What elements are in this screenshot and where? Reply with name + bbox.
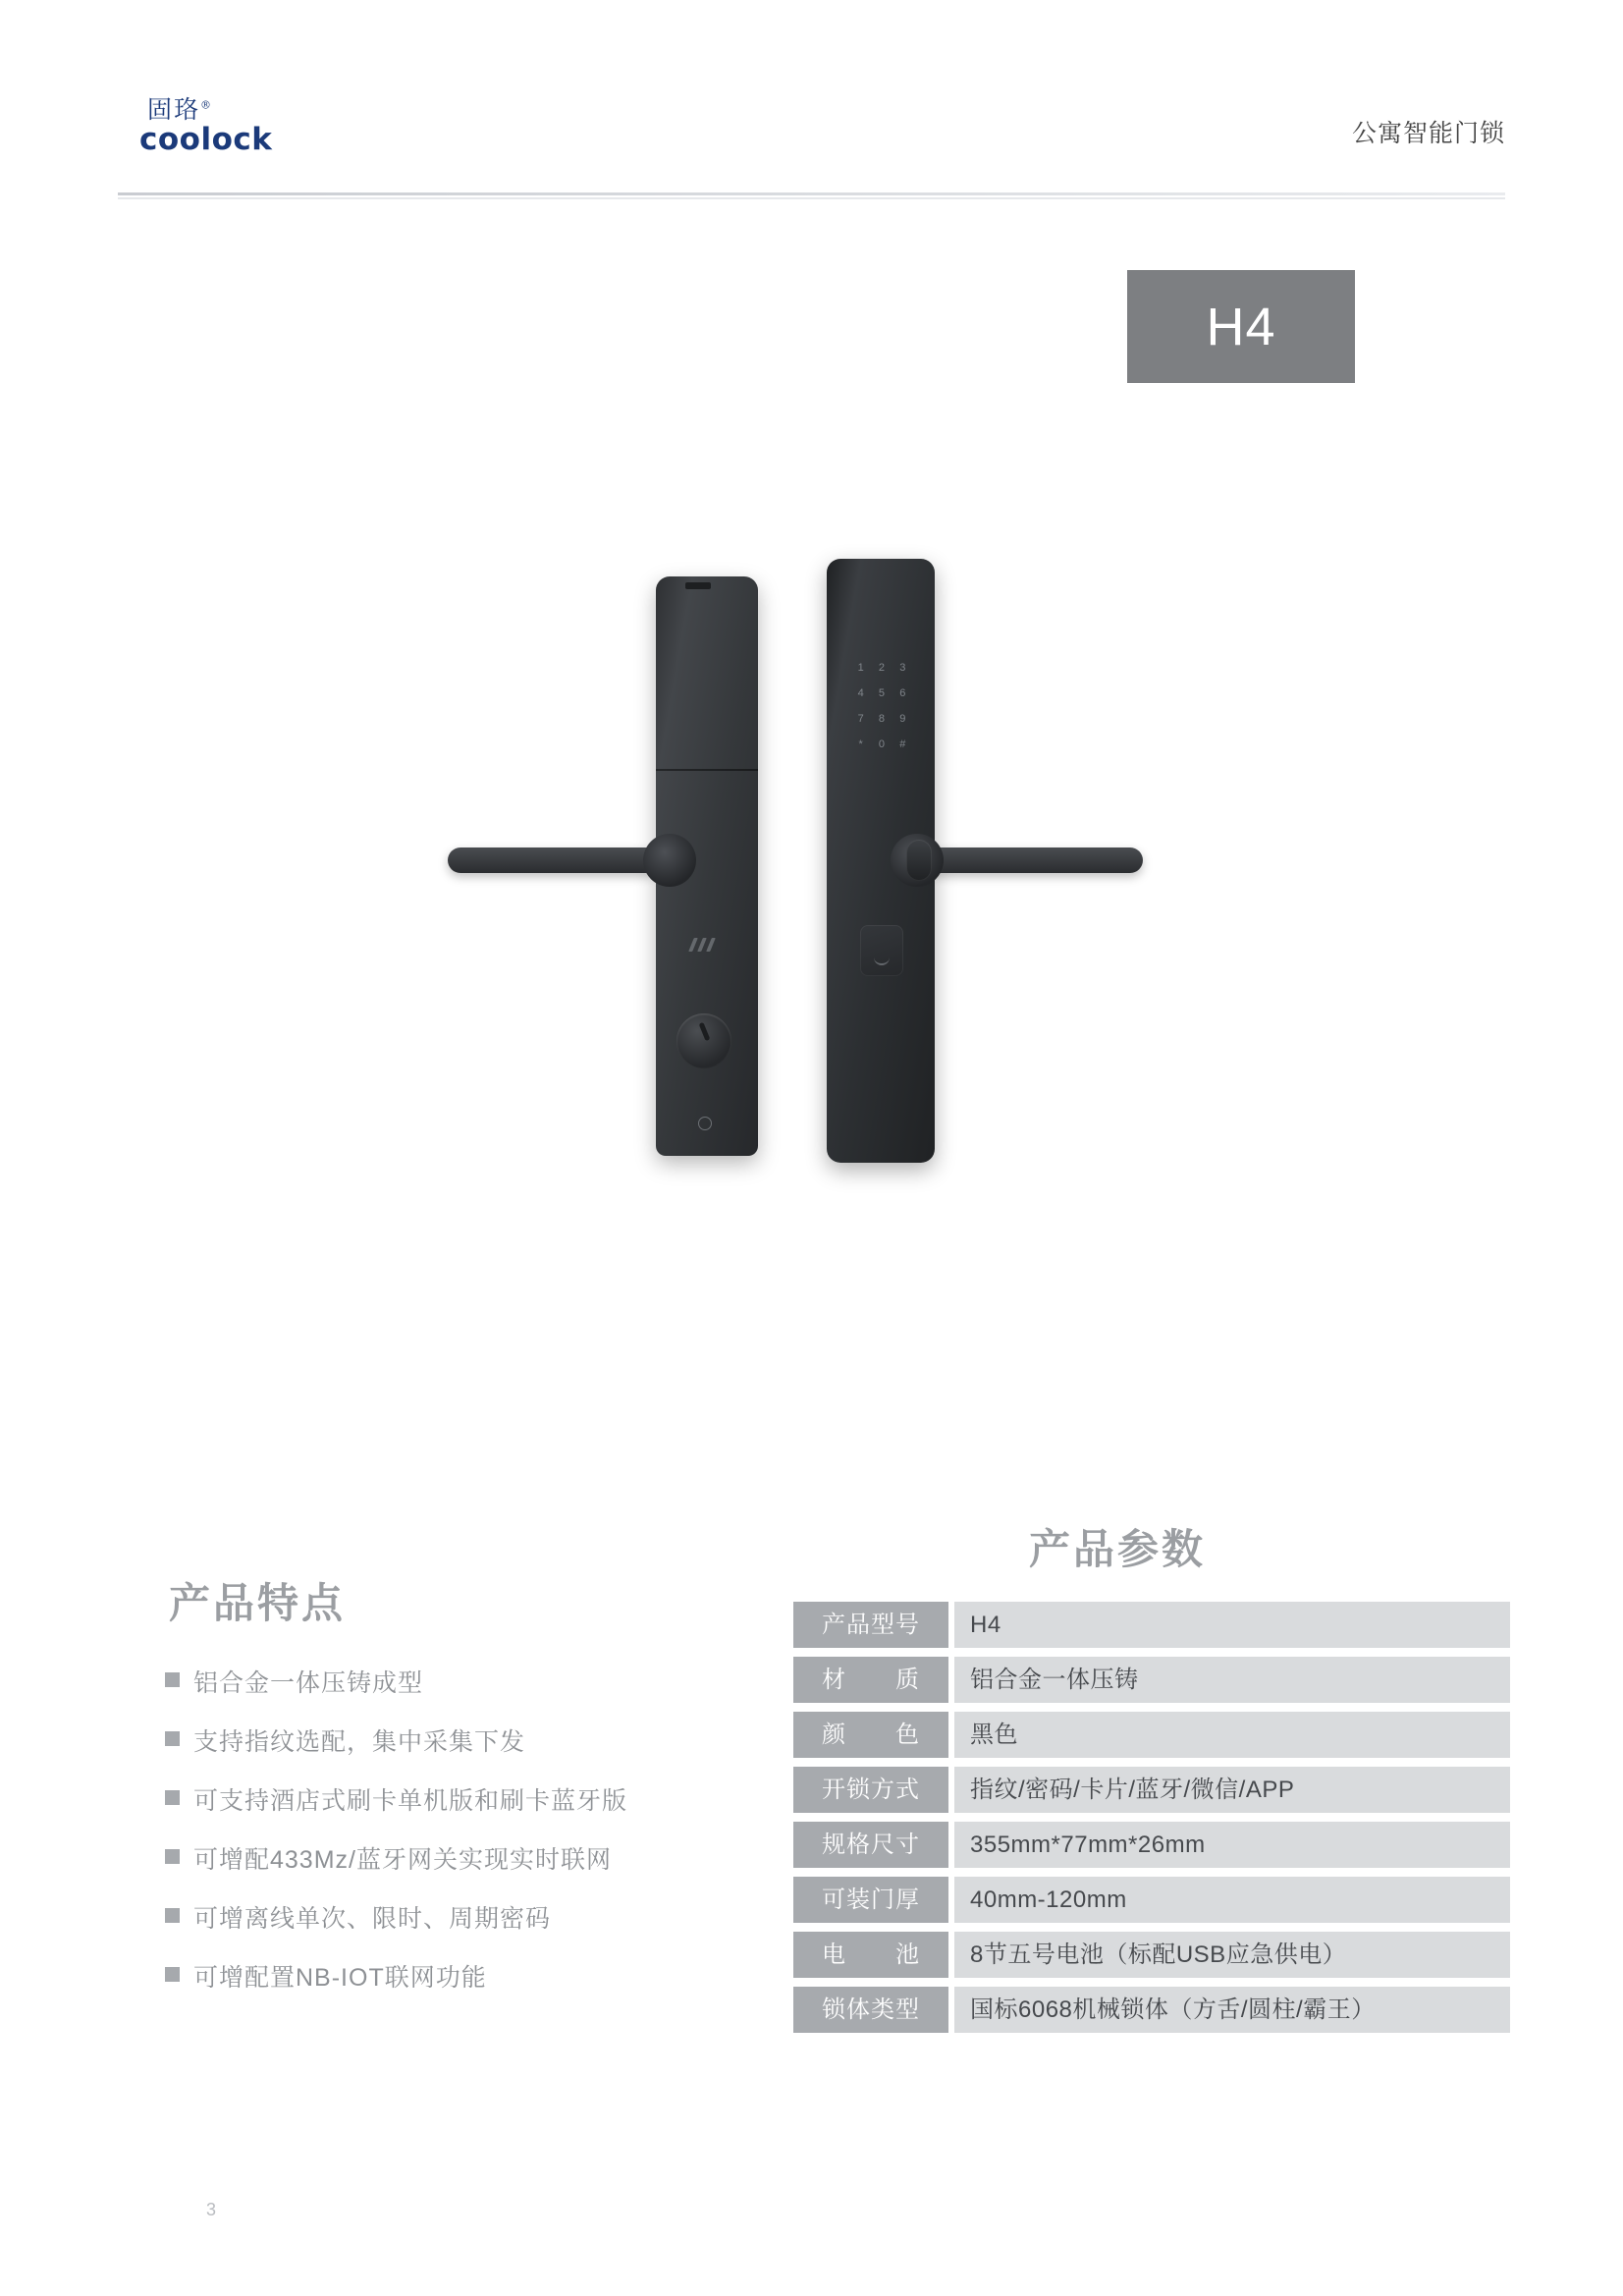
feature-item-label: 可增配433Mz/蓝牙网关实现实时联网 — [193, 1846, 612, 1874]
feature-item — [165, 1899, 774, 1935]
specs-section — [793, 1517, 1510, 2042]
card-reader-icon — [860, 925, 903, 976]
spec-row — [793, 1712, 1510, 1758]
page-number: 3 — [206, 2200, 217, 2219]
spec-key: 电 池 — [793, 1932, 948, 1978]
keypad-key: 4 — [857, 687, 864, 699]
spec-row — [793, 1822, 1510, 1868]
spec-value: 8节五号电池（标配USB应急供电） — [954, 1932, 1510, 1978]
keypad-key: 0 — [878, 738, 886, 750]
spec-row — [793, 1657, 1510, 1703]
feature-item-label: 可增离线单次、限时、周期密码 — [193, 1905, 552, 1933]
feature-item-label: 可增配置NB-IOT联网功能 — [193, 1964, 487, 1992]
features-title: 产品特点 — [169, 1580, 347, 1626]
fingerprint-sensor-icon — [906, 840, 932, 881]
keypad-key: 9 — [899, 713, 906, 725]
spec-value: H4 — [954, 1602, 1510, 1648]
keypad-key: 8 — [878, 713, 886, 725]
lock-handle-exterior — [925, 847, 1143, 873]
features-section — [165, 1571, 774, 2017]
logo-english-name: coolock — [139, 122, 273, 157]
keypad — [850, 655, 913, 757]
bullet-square-icon — [165, 1731, 180, 1746]
feature-item-label: 支持指纹选配，集中采集下发 — [193, 1728, 526, 1756]
spec-key: 材 质 — [793, 1657, 948, 1703]
lock-handle-interior — [448, 847, 666, 873]
brand-logo — [130, 90, 326, 157]
keypad-key: 2 — [878, 662, 886, 674]
feature-item — [165, 1664, 774, 1699]
spec-value: 355mm*77mm*26mm — [954, 1822, 1510, 1868]
thumb-turn-knob — [676, 1013, 731, 1068]
spec-row — [793, 1877, 1510, 1923]
feature-item — [165, 1781, 774, 1817]
brand-mark-icon — [687, 938, 721, 952]
logo-chinese-name — [130, 90, 213, 126]
spec-row — [793, 1602, 1510, 1648]
spec-key: 颜 色 — [793, 1712, 948, 1758]
specs-title: 产品参数 — [1028, 1526, 1206, 1572]
registered-trademark-icon: ® — [200, 98, 214, 112]
indicator-led-icon — [698, 1117, 712, 1130]
keypad-key: 1 — [857, 662, 864, 674]
keypad-key: 6 — [899, 687, 906, 699]
feature-item — [165, 1722, 774, 1758]
model-badge — [1127, 270, 1355, 383]
bullet-square-icon — [165, 1672, 180, 1687]
spec-row — [793, 1767, 1510, 1813]
bullet-square-icon — [165, 1790, 180, 1805]
spec-row — [793, 1987, 1510, 2033]
header-divider-secondary — [118, 197, 1505, 199]
spec-value: 黑色 — [954, 1712, 1510, 1758]
page-header — [118, 90, 1505, 169]
spec-key: 规格尺寸 — [793, 1822, 948, 1868]
spec-value: 国标6068机械锁体（方舌/圆柱/霸王） — [954, 1987, 1510, 2033]
spec-key: 锁体类型 — [793, 1987, 948, 2033]
logo-chinese-text: 固珞 — [147, 95, 201, 124]
spec-key: 产品型号 — [793, 1602, 948, 1648]
model-badge-label: H4 — [1206, 297, 1276, 356]
feature-item-label: 铝合金一体压铸成型 — [193, 1669, 424, 1697]
spec-key: 可装门厚 — [793, 1877, 948, 1923]
keypad-key: 3 — [899, 662, 906, 674]
lock-handle-interior-base — [643, 834, 696, 887]
bullet-square-icon — [165, 1908, 180, 1923]
spec-value: 指纹/密码/卡片/蓝牙/微信/APP — [954, 1767, 1510, 1813]
product-image — [373, 478, 906, 1166]
header-divider — [118, 192, 1505, 195]
bullet-square-icon — [165, 1849, 180, 1864]
keypad-key: 5 — [878, 687, 886, 699]
spec-value: 40mm-120mm — [954, 1877, 1510, 1923]
spec-value: 铝合金一体压铸 — [954, 1657, 1510, 1703]
keypad-key: 7 — [857, 713, 864, 725]
keypad-key: * — [858, 738, 863, 750]
spec-row — [793, 1932, 1510, 1978]
feature-item — [165, 1840, 774, 1876]
keypad-key: # — [899, 738, 906, 750]
bullet-square-icon — [165, 1967, 180, 1982]
feature-item-label: 可支持酒店式刷卡单机版和刷卡蓝牙版 — [193, 1787, 628, 1815]
spec-key: 开锁方式 — [793, 1767, 948, 1813]
feature-item — [165, 1958, 774, 1994]
header-title: 公寓智能门锁 — [1351, 120, 1505, 147]
lock-interior-seam — [656, 769, 758, 771]
